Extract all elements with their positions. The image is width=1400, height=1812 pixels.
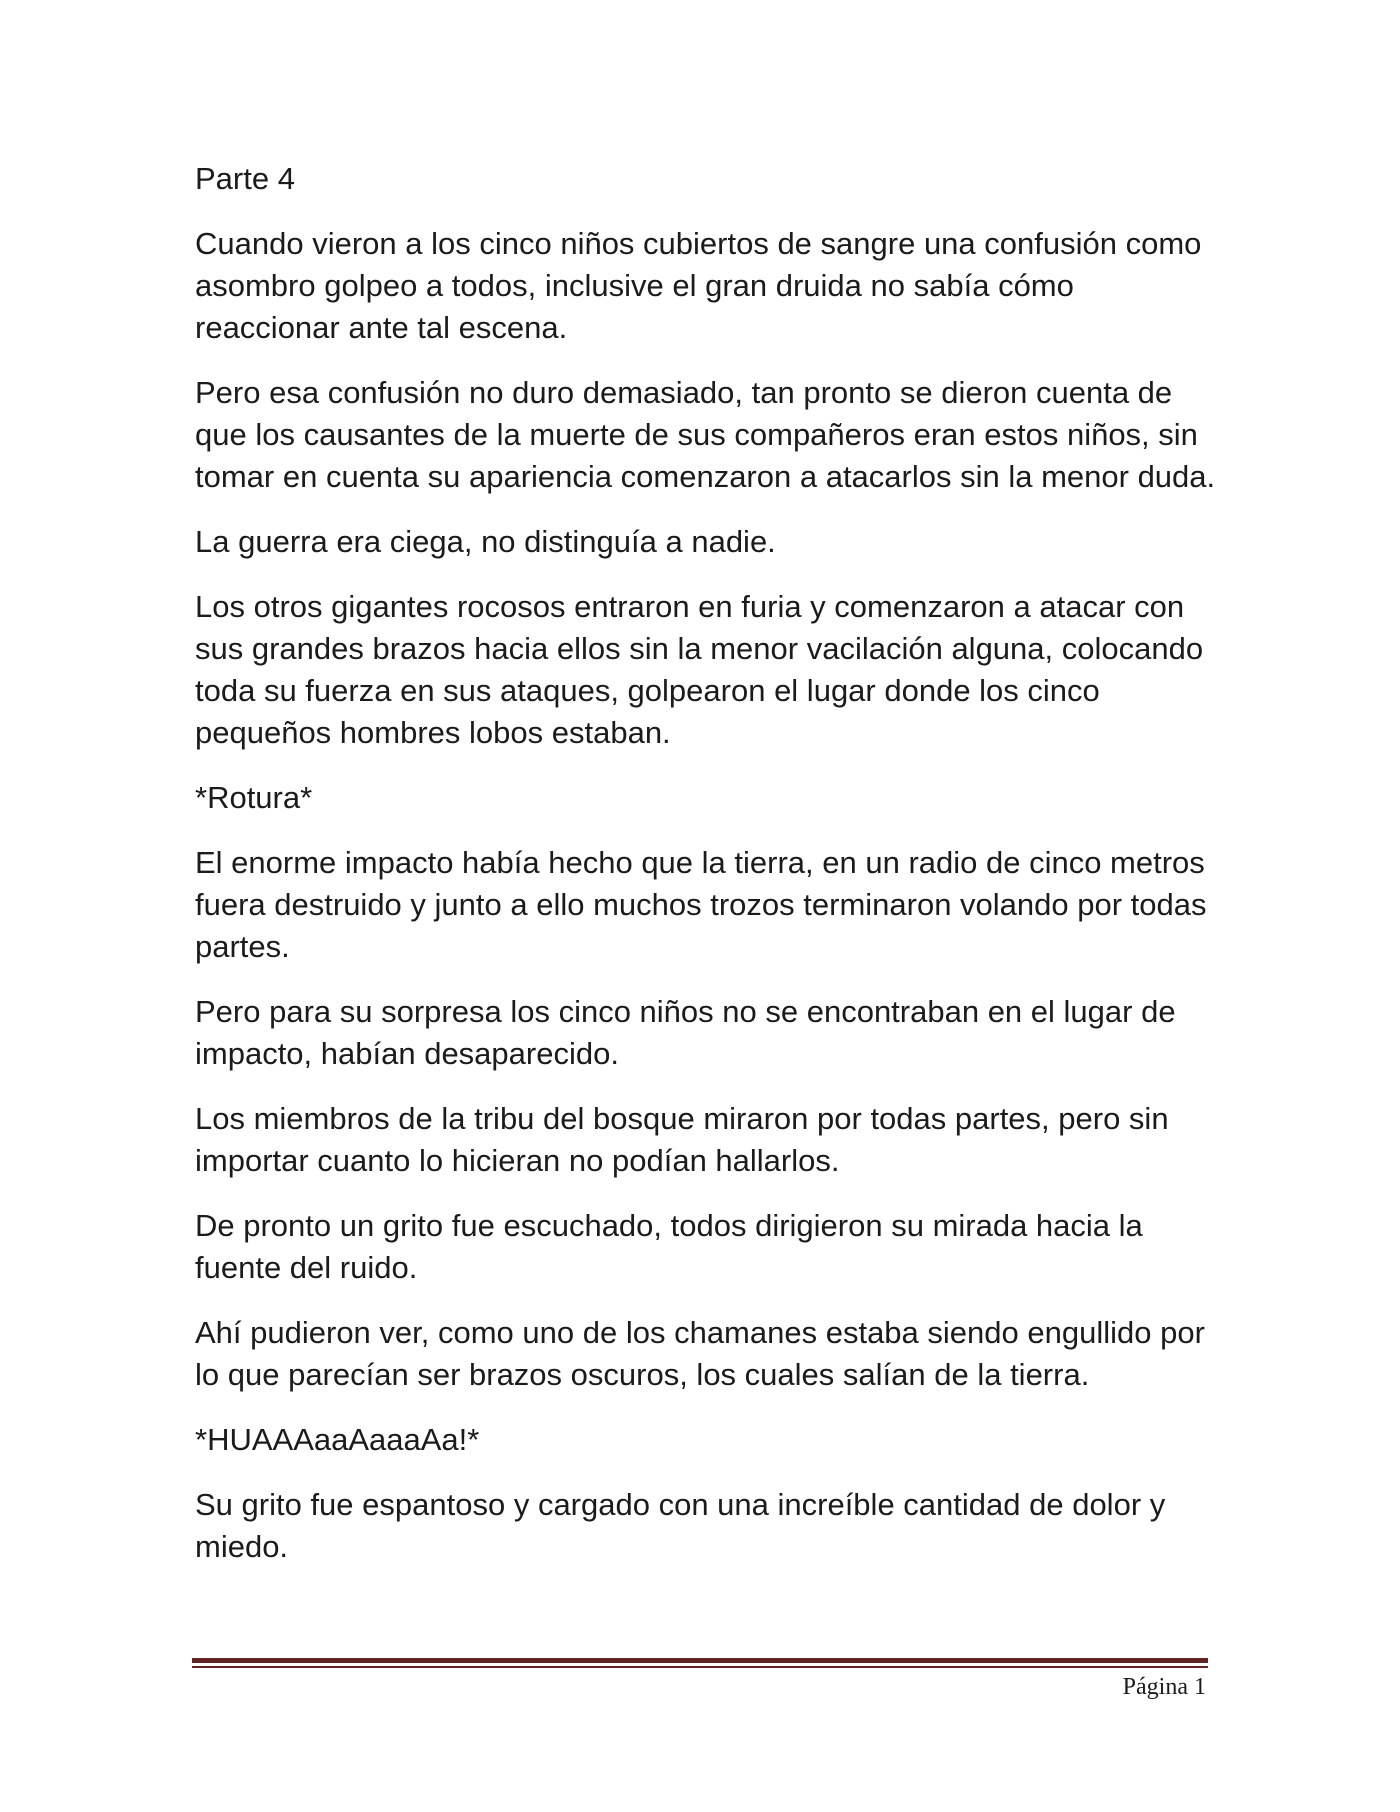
paragraph: La guerra era ciega, no distinguía a nadie. bbox=[195, 524, 776, 559]
paragraph: *HUAAAaaAaaaAa!* bbox=[195, 1422, 480, 1457]
document-body bbox=[195, 158, 1220, 1591]
paragraph: De pronto un grito fue escuchado, todos dirigieron su mirada hacia la fuente del ruido. bbox=[195, 1208, 1143, 1285]
footer-divider bbox=[192, 1658, 1208, 1668]
page-number: Página 1 bbox=[1122, 1674, 1206, 1700]
paragraph: Los miembros de la tribu del bosque miraron por todas partes, pero sin importar cuanto lo hicieran no podían hallarlos. bbox=[195, 1101, 1169, 1178]
paragraph: El enorme impacto había hecho que la tierra, en un radio de cinco metros fuera destruido y junto a ello muchos trozos terminaron volando por todas partes. bbox=[195, 845, 1207, 964]
paragraph: Cuando vieron a los cinco niños cubiertos de sangre una confusión como asombro golpeo a todos, inclusive el gran druida no sabía cómo reaccionar ante tal escena. bbox=[195, 226, 1202, 345]
paragraph: Los otros gigantes rocosos entraron en furia y comenzaron a atacar con sus grandes brazos hacia ellos sin la menor vacilación alguna, colocando toda su fuerza en sus ataques, golpearon el lugar donde los cinco pequeños hombres lobos estaban. bbox=[195, 589, 1204, 750]
footer-divider-thin-line bbox=[192, 1666, 1208, 1668]
footer-divider-thick-line bbox=[192, 1658, 1208, 1663]
paragraph: Ahí pudieron ver, como uno de los chamanes estaba siendo engullido por lo que parecían ser brazos oscuros, los cuales salían de la tierra. bbox=[195, 1315, 1205, 1392]
paragraph: *Rotura* bbox=[195, 780, 313, 815]
paragraph: Su grito fue espantoso y cargado con una increíble cantidad de dolor y miedo. bbox=[195, 1487, 1166, 1564]
paragraph: Pero esa confusión no duro demasiado, tan pronto se dieron cuenta de que los causantes de la muerte de sus compañeros eran estos niños, sin tomar en cuenta su apariencia comenzaron a atacarlos sin la menor duda. bbox=[195, 375, 1216, 494]
paragraph: Pero para su sorpresa los cinco niños no se encontraban en el lugar de impacto, habían desaparecido. bbox=[195, 994, 1176, 1071]
section-heading: Parte 4 bbox=[195, 161, 295, 196]
